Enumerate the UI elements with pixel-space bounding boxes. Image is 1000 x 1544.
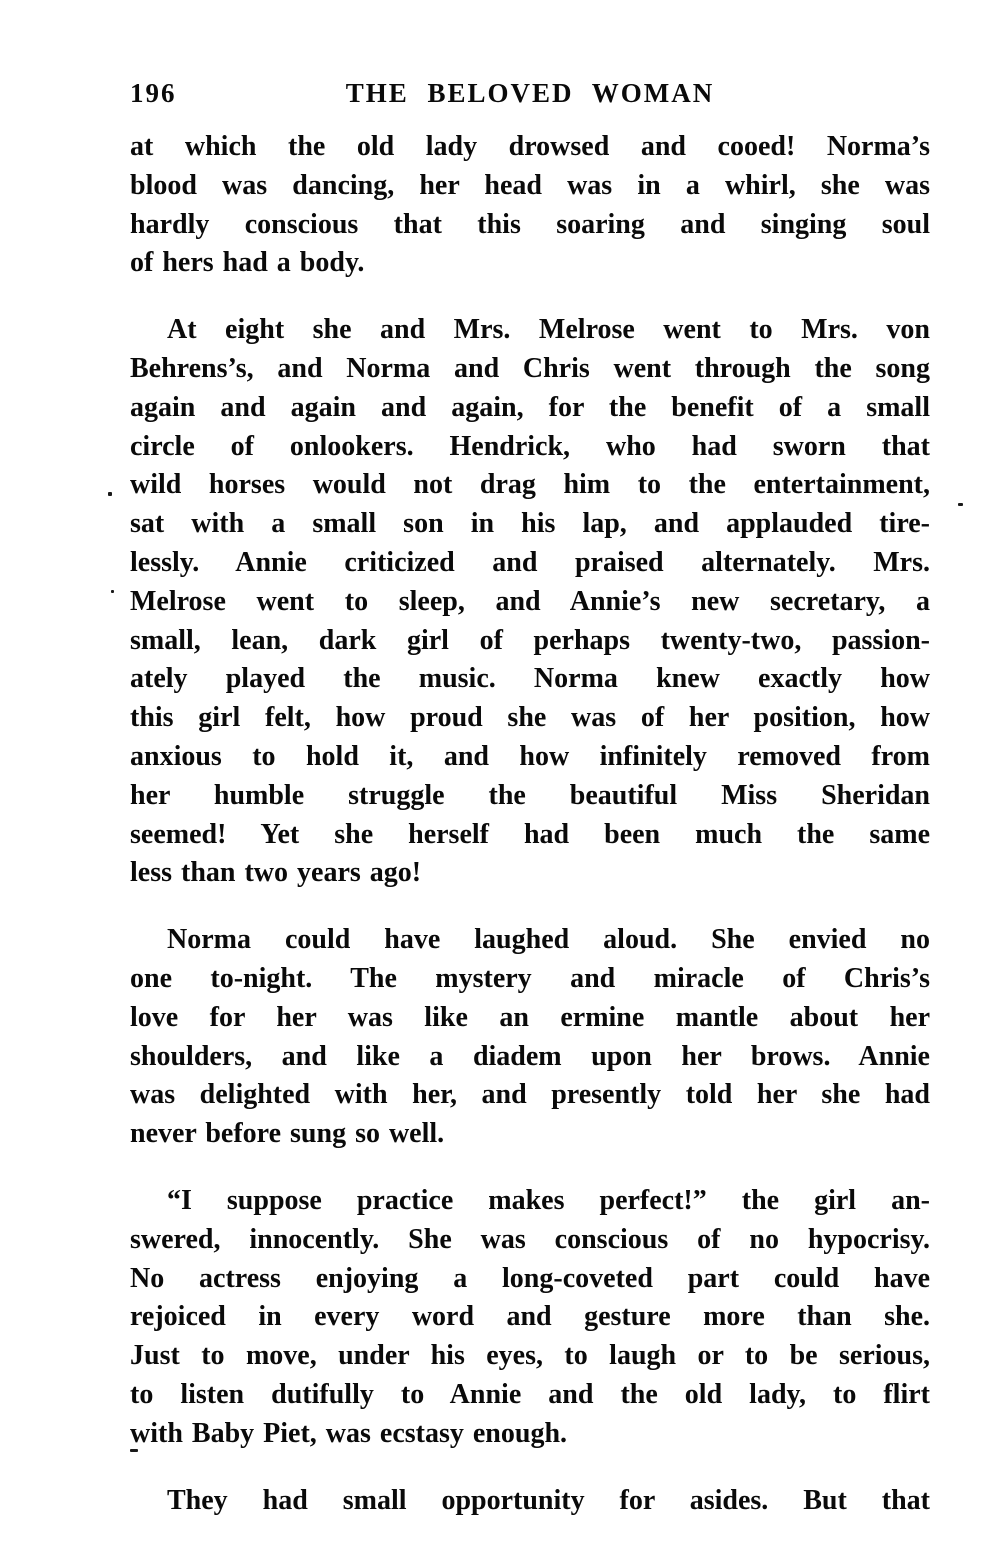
- text-line: lessly. Annie criticized and praised alternately. Mrs.: [130, 546, 930, 578]
- text-line: wild horses would not drag him to the entertainment,: [130, 469, 930, 501]
- page-header: [130, 78, 930, 108]
- text-line: sat with a small son in his lap, and applauded tire-: [130, 508, 930, 540]
- page-text: [130, 128, 930, 1544]
- text-line: one to-night. The mystery and miracle of Chris’s: [130, 962, 930, 994]
- text-line: Norma could have laughed aloud. She envied no: [167, 924, 930, 956]
- text-line: anxious to hold it, and how infinitely removed from: [130, 740, 930, 772]
- text-line: to listen dutifully to Annie and the old lady, to flirt: [130, 1378, 930, 1410]
- scan-speck: [958, 503, 963, 506]
- text-line: this girl felt, how proud she was of her position, how: [130, 702, 930, 734]
- page-number: 196: [130, 78, 177, 108]
- text-line: with Baby Piet, was ecstasy enough.: [130, 1417, 568, 1449]
- text-line: blood was dancing, her head was in a whirl, she was: [130, 169, 930, 201]
- scan-speck: [111, 590, 114, 593]
- text-line: Melrose went to sleep, and Annie’s new secretary, a: [130, 585, 930, 617]
- text-line: swered, innocently. She was conscious of no hypocrisy.: [130, 1223, 930, 1255]
- text-line: At eight she and Mrs. Melrose went to Mrs. von: [167, 314, 930, 346]
- text-line: of hers had a body.: [130, 247, 365, 279]
- text-line: shoulders, and like a diadem upon her brows. Annie: [130, 1040, 930, 1072]
- text-line: Just to move, under his eyes, to laugh or to be serious,: [130, 1340, 930, 1372]
- text-line: was delighted with her, and presently told her she had: [130, 1079, 930, 1111]
- text-line: hardly conscious that this soaring and singing soul: [130, 208, 930, 240]
- text-line: circle of onlookers. Hendrick, who had sworn that: [130, 430, 930, 462]
- text-line: less than two years ago!: [130, 857, 422, 889]
- text-line: rejoiced in every word and gesture more than she.: [130, 1301, 930, 1333]
- text-line: at which the old lady drowsed and cooed! Norma’s: [130, 131, 930, 162]
- text-line: love for her was like an ermine mantle about her: [130, 1001, 930, 1033]
- text-line: They had small opportunity for asides. But that: [167, 1484, 930, 1516]
- text-line: Behrens’s, and Norma and Chris went through the song: [130, 352, 930, 384]
- text-line: her humble struggle the beautiful Miss Sheridan: [130, 779, 930, 811]
- text-line: “I suppose practice makes perfect!” the girl an-: [167, 1184, 930, 1216]
- scan-dash: [130, 1449, 138, 1452]
- text-line: seemed! Yet she herself had been much the same: [130, 818, 930, 850]
- scan-speck: [108, 492, 112, 496]
- text-line: small, lean, dark girl of perhaps twenty-two, passion-: [130, 624, 930, 656]
- text-line: ately played the music. Norma knew exactly how: [130, 663, 930, 695]
- text-line: again and again and again, for the benefit of a small: [130, 391, 930, 423]
- text-line: No actress enjoying a long-coveted part could have: [130, 1262, 930, 1294]
- text-line: never before sung so well.: [130, 1118, 445, 1150]
- running-title: THE BELOVED WOMAN: [345, 78, 715, 108]
